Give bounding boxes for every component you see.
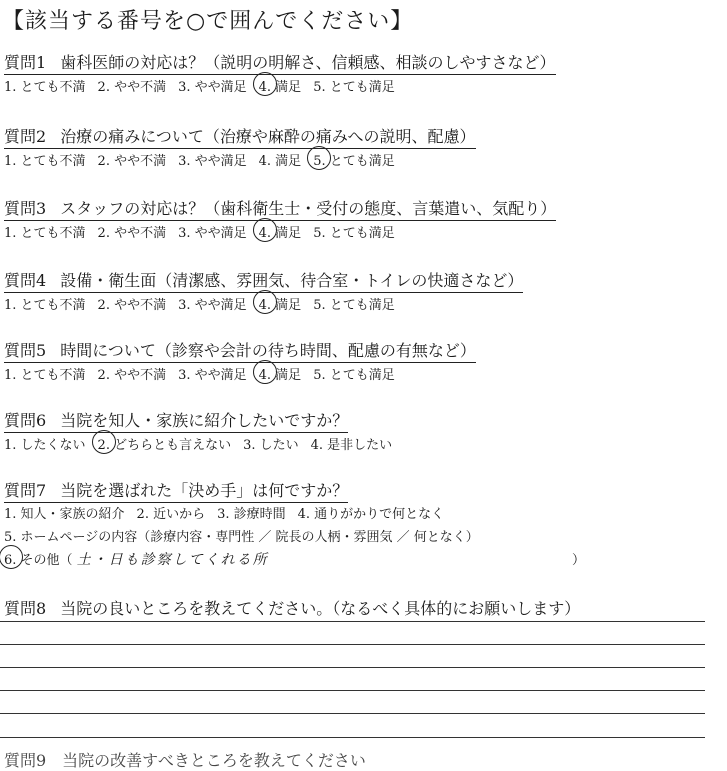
question-9-partial: 質問9 当院の改善すべきところを教えてください <box>4 751 366 770</box>
option-2[interactable] <box>98 434 232 453</box>
option-5[interactable] <box>313 150 395 169</box>
handwritten-answer[interactable]: 土・日も診察してくれる所 <box>76 552 269 568</box>
question-3-options <box>4 222 407 241</box>
question-text: 歯科医師の対応は？（説明の明解さ、信頼感、相談のしやすさなど） <box>60 53 556 72</box>
option-label: 1. とても不満 <box>4 226 86 241</box>
option-label: 4. 是非したい <box>310 438 393 453</box>
option-other[interactable] <box>4 553 73 568</box>
option-label: 3. やや満足 <box>178 368 247 383</box>
question-5-title <box>4 338 476 363</box>
option-label: 5. とても満足 <box>313 154 395 169</box>
option-1[interactable]: 1. 知人・家族の紹介 <box>4 507 125 522</box>
option-label: 2. やや不満 <box>97 298 167 313</box>
answer-line-5[interactable] <box>0 713 705 714</box>
option-2[interactable] <box>98 294 167 313</box>
option-label: 2. やや不満 <box>97 226 167 241</box>
question-text: 当院を知人・家族に紹介したいですか？ <box>60 411 349 430</box>
question-2-title <box>4 124 476 149</box>
question-3-title <box>4 196 556 221</box>
option-label: 5. とても満足 <box>313 226 395 241</box>
option-4[interactable] <box>259 294 302 313</box>
question-5-options <box>4 364 407 383</box>
option-label: 1. したくない <box>4 438 86 453</box>
option-label: 3. やや満足 <box>178 298 247 313</box>
option-label: 2. やや不満 <box>97 368 167 383</box>
question-number: 質問3 <box>4 199 47 218</box>
option-homepage[interactable]: 5. ホームページの内容（診療内容・専門性 ／ 院長の人柄・雰囲気 ／ 何となく） <box>4 530 479 545</box>
answer-line-4[interactable] <box>0 690 705 691</box>
selection-circle <box>253 72 277 96</box>
question-text: 治療の痛みについて（治療や麻酔の痛みへの説明、配慮） <box>60 127 476 146</box>
question-1-options <box>4 76 407 95</box>
question-7-options-line1 <box>4 503 456 522</box>
option-3[interactable] <box>178 294 247 313</box>
question-1-title <box>4 50 556 75</box>
question-6-title <box>4 408 348 433</box>
option-label: 3. やや満足 <box>178 80 247 95</box>
question-4-options <box>4 294 407 313</box>
question-2-options <box>4 150 407 169</box>
option-2[interactable] <box>98 222 167 241</box>
option-5[interactable] <box>313 76 395 95</box>
option-3[interactable] <box>178 76 247 95</box>
selection-circle <box>253 290 277 314</box>
option-label: 3. したい <box>243 438 299 453</box>
answer-line-2[interactable] <box>0 644 705 645</box>
option-label: 1. とても不満 <box>4 298 86 313</box>
option-label: 5. とても満足 <box>313 80 395 95</box>
option-3[interactable] <box>178 364 247 383</box>
question-number: 質問5 <box>4 341 47 360</box>
question-8-title <box>4 596 580 620</box>
question-7-title <box>4 478 348 503</box>
option-4[interactable] <box>311 434 393 453</box>
option-label: 5. とても満足 <box>313 368 395 383</box>
selection-circle <box>307 146 331 170</box>
option-1[interactable] <box>4 434 86 453</box>
answer-line-1[interactable] <box>0 621 705 622</box>
option-label: 3. やや満足 <box>178 154 247 169</box>
option-label: 4. 満足 <box>258 80 302 95</box>
option-2[interactable]: 2. 近いから <box>136 507 206 522</box>
option-label: 4. 満足 <box>258 298 302 313</box>
option-1[interactable] <box>4 150 86 169</box>
option-3[interactable] <box>243 434 299 453</box>
option-label: 4. 満足 <box>258 368 302 383</box>
option-label: 3. やや満足 <box>178 226 247 241</box>
selection-circle <box>253 360 277 384</box>
option-1[interactable] <box>4 364 86 383</box>
option-4[interactable]: 4. 通りがかりで何となく <box>297 507 445 522</box>
option-label: 1. とても不満 <box>4 80 86 95</box>
option-2[interactable] <box>98 150 167 169</box>
option-4[interactable] <box>259 364 302 383</box>
option-label: 4. 満足 <box>258 226 302 241</box>
option-label: 1. とても不満 <box>4 154 86 169</box>
question-text: 当院を選ばれた「決め手」は何ですか？ <box>60 481 349 500</box>
question-text: 設備・衛生面（清潔感、雰囲気、待合室・トイレの快適さなど） <box>60 271 524 290</box>
question-6-options <box>4 434 404 453</box>
option-5[interactable] <box>313 364 395 383</box>
option-1[interactable] <box>4 76 86 95</box>
question-number: 質問4 <box>4 271 47 290</box>
question-7-options-line2 <box>4 526 479 545</box>
option-5[interactable] <box>313 222 395 241</box>
option-4[interactable] <box>259 76 302 95</box>
option-label: 2. どちらとも言えない <box>97 438 232 453</box>
selection-circle <box>253 218 277 242</box>
answer-line-6[interactable] <box>0 737 705 738</box>
option-label: 2. やや不満 <box>97 80 167 95</box>
option-3[interactable]: 3. 診療時間 <box>217 507 286 522</box>
question-7-options-line3 <box>4 549 586 569</box>
option-label: 5. とても満足 <box>313 298 395 313</box>
question-text: スタッフの対応は？（歯科衛生士・受付の態度、言葉遣い、気配り） <box>60 199 557 218</box>
option-1[interactable] <box>4 222 86 241</box>
question-number: 質問7 <box>4 481 47 500</box>
instruction-header: 【該当する番号を○で囲んでください】 <box>2 9 414 34</box>
selection-circle <box>0 545 23 569</box>
option-1[interactable] <box>4 294 86 313</box>
option-2[interactable] <box>98 364 167 383</box>
question-number: 質問1 <box>4 53 47 72</box>
answer-line-3[interactable] <box>0 667 705 668</box>
option-3[interactable] <box>178 222 247 241</box>
question-text: 当院の良いところを教えてください。（なるべく具体的にお願いします） <box>60 599 581 618</box>
option-2[interactable] <box>98 76 167 95</box>
option-4[interactable] <box>259 150 302 169</box>
question-number: 質問6 <box>4 411 47 430</box>
option-other-label: 6. その他（ <box>4 553 73 568</box>
question-number: 質問2 <box>4 127 47 146</box>
question-number: 質問8 <box>4 599 47 618</box>
option-label: 4. 満足 <box>258 154 302 169</box>
option-4[interactable] <box>259 222 302 241</box>
selection-circle <box>92 430 116 454</box>
option-label: 2. やや不満 <box>97 154 167 169</box>
option-label: 1. とても不満 <box>4 368 86 383</box>
option-5[interactable] <box>313 294 395 313</box>
option-3[interactable] <box>178 150 247 169</box>
question-text: 時間について（診察や会計の待ち時間、配慮の有無など） <box>60 341 476 360</box>
close-paren: ） <box>572 553 586 568</box>
